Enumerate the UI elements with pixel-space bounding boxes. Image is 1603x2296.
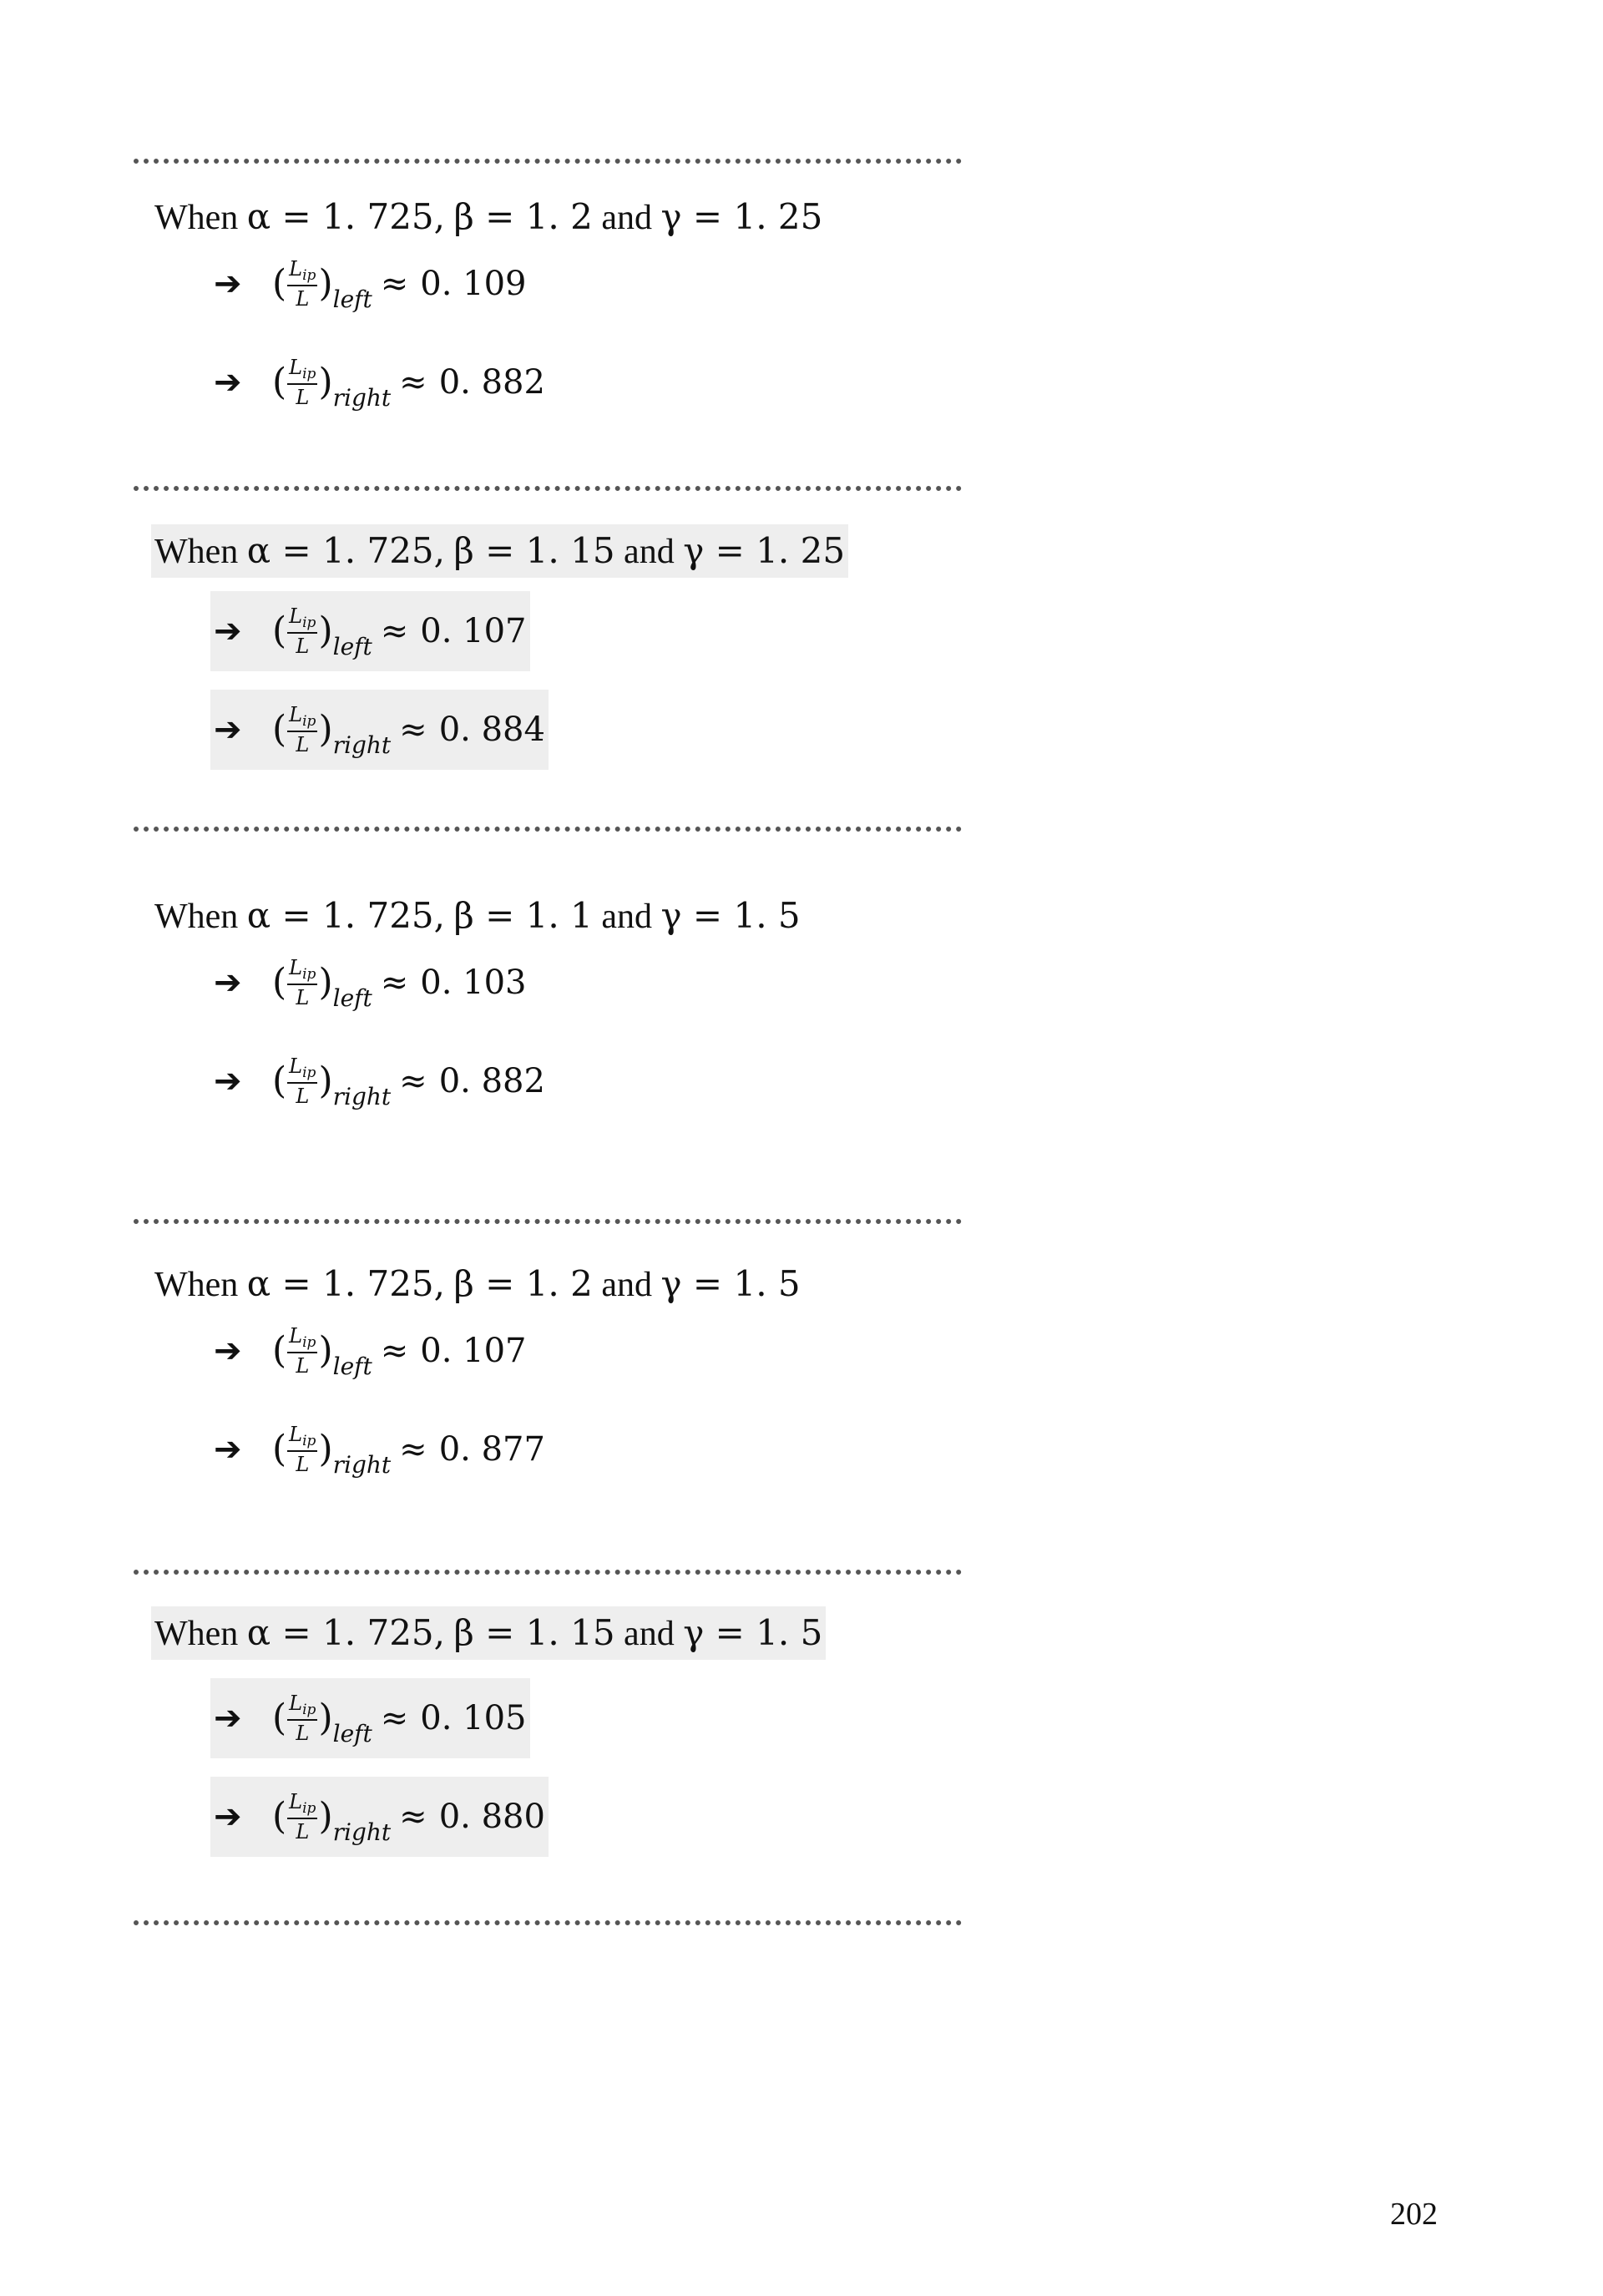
side-subscript: left	[332, 984, 372, 1012]
condition-prefix: When	[154, 199, 239, 237]
result-left	[210, 244, 530, 324]
and-word: and	[624, 1615, 675, 1653]
numerator-subscript: ip	[302, 1702, 316, 1718]
result-value: 0. 103	[420, 963, 527, 1002]
fraction-numerator: L	[289, 1423, 303, 1446]
side-subscript: right	[332, 1818, 392, 1846]
ratio-fraction	[287, 357, 317, 407]
close-paren: )	[318, 361, 333, 403]
result-value: 0. 880	[438, 1798, 545, 1836]
ratio-fraction	[287, 958, 317, 1008]
result-right	[210, 1777, 549, 1857]
open-paren: (	[272, 262, 287, 305]
close-paren: )	[318, 961, 333, 1004]
dotted-separator	[134, 159, 962, 164]
dotted-separator	[134, 1920, 962, 1925]
result-right	[210, 1041, 549, 1121]
open-paren: (	[272, 1059, 287, 1102]
approx-symbol: ≈	[380, 612, 409, 650]
beta-value: β = 1. 15	[453, 530, 615, 571]
arrow-icon: ➔	[214, 363, 242, 402]
result-left	[210, 943, 530, 1023]
numerator-subscript: ip	[302, 267, 316, 284]
fraction-denominator: L	[296, 1085, 310, 1108]
arrow-icon: ➔	[214, 265, 242, 303]
alpha-value: α = 1. 725,	[246, 895, 445, 936]
result-left	[210, 591, 530, 671]
arrow-icon: ➔	[214, 1062, 242, 1100]
close-paren: )	[318, 1795, 333, 1838]
fraction-denominator: L	[296, 1354, 310, 1378]
condition-line	[151, 1606, 826, 1660]
fraction-numerator: L	[289, 257, 303, 281]
fraction-numerator: L	[289, 956, 303, 979]
beta-value: β = 1. 15	[453, 1612, 615, 1653]
open-paren: (	[272, 1795, 287, 1838]
side-subscript: left	[332, 632, 372, 660]
result-value: 0. 884	[438, 711, 545, 749]
beta-value: β = 1. 2	[453, 196, 593, 237]
fraction-denominator: L	[296, 986, 310, 1009]
fraction-denominator: L	[296, 1820, 310, 1843]
result-value: 0. 882	[438, 363, 545, 402]
fraction-denominator: L	[296, 386, 310, 409]
fraction-numerator: L	[289, 604, 303, 628]
and-word: and	[601, 898, 652, 936]
fraction-numerator: L	[289, 1054, 303, 1078]
ratio-fraction	[287, 1693, 317, 1743]
condition-line	[151, 190, 826, 244]
ratio-fraction	[287, 1424, 317, 1474]
side-subscript: left	[332, 1352, 372, 1380]
arrow-icon: ➔	[214, 1332, 242, 1370]
close-paren: )	[318, 609, 333, 652]
side-subscript: left	[332, 1719, 372, 1747]
side-subscript: left	[332, 285, 372, 313]
close-paren: )	[318, 1329, 333, 1372]
result-value: 0. 105	[420, 1699, 527, 1737]
numerator-subscript: ip	[302, 366, 316, 382]
numerator-subscript: ip	[302, 614, 316, 631]
gamma-value: γ = 1. 5	[683, 1612, 823, 1653]
fraction-numerator: L	[289, 1692, 303, 1715]
ratio-fraction	[287, 1792, 317, 1842]
side-subscript: right	[332, 1082, 392, 1110]
fraction-numerator: L	[289, 356, 303, 379]
condition-prefix: When	[154, 1266, 239, 1304]
arrow-icon: ➔	[214, 612, 242, 650]
fraction-denominator: L	[296, 1722, 310, 1745]
result-left	[210, 1311, 530, 1391]
gamma-value: γ = 1. 25	[660, 196, 823, 237]
result-right	[210, 1409, 549, 1489]
alpha-value: α = 1. 725,	[246, 530, 445, 571]
and-word: and	[624, 533, 675, 571]
and-word: and	[601, 1266, 652, 1304]
numerator-subscript: ip	[302, 1334, 316, 1351]
arrow-icon: ➔	[214, 963, 242, 1002]
open-paren: (	[272, 1697, 287, 1739]
gamma-value: γ = 1. 5	[660, 1263, 801, 1304]
approx-symbol: ≈	[399, 363, 427, 402]
numerator-subscript: ip	[302, 713, 316, 730]
arrow-icon: ➔	[214, 711, 242, 749]
ratio-fraction	[287, 1056, 317, 1106]
alpha-value: α = 1. 725,	[246, 1263, 445, 1304]
close-paren: )	[318, 1697, 333, 1739]
fraction-denominator: L	[296, 733, 310, 756]
numerator-subscript: ip	[302, 1433, 316, 1449]
gamma-value: γ = 1. 25	[683, 530, 846, 571]
approx-symbol: ≈	[380, 1332, 409, 1370]
fraction-denominator: L	[296, 1453, 310, 1476]
result-value: 0. 109	[420, 265, 527, 303]
result-right	[210, 342, 549, 422]
open-paren: (	[272, 361, 287, 403]
close-paren: )	[318, 1428, 333, 1470]
numerator-subscript: ip	[302, 1065, 316, 1081]
result-value: 0. 882	[438, 1062, 545, 1100]
fraction-denominator: L	[296, 287, 310, 311]
side-subscript: right	[332, 731, 392, 759]
dotted-separator	[134, 1570, 962, 1575]
open-paren: (	[272, 1428, 287, 1470]
numerator-subscript: ip	[302, 966, 316, 983]
beta-value: β = 1. 2	[453, 1263, 593, 1304]
approx-symbol: ≈	[380, 265, 409, 303]
open-paren: (	[272, 961, 287, 1004]
approx-symbol: ≈	[399, 711, 427, 749]
ratio-fraction	[287, 705, 317, 755]
page-number: 202	[1390, 2197, 1438, 2232]
open-paren: (	[272, 708, 287, 751]
approx-symbol: ≈	[380, 1699, 409, 1737]
fraction-numerator: L	[289, 1324, 303, 1348]
result-value: 0. 877	[438, 1430, 545, 1469]
fraction-numerator: L	[289, 1790, 303, 1813]
gamma-value: γ = 1. 5	[660, 895, 801, 936]
alpha-value: α = 1. 725,	[246, 1612, 445, 1653]
condition-line	[151, 1257, 804, 1311]
and-word: and	[601, 199, 652, 237]
condition-prefix: When	[154, 1615, 239, 1653]
side-subscript: right	[332, 1450, 392, 1479]
dotted-separator	[134, 1219, 962, 1224]
numerator-subscript: ip	[302, 1800, 316, 1817]
dotted-separator	[134, 827, 962, 832]
close-paren: )	[318, 1059, 333, 1102]
ratio-fraction	[287, 1326, 317, 1376]
arrow-icon: ➔	[214, 1430, 242, 1469]
condition-prefix: When	[154, 898, 239, 936]
result-value: 0. 107	[420, 612, 527, 650]
ratio-fraction	[287, 259, 317, 309]
approx-symbol: ≈	[399, 1430, 427, 1469]
ratio-fraction	[287, 606, 317, 656]
alpha-value: α = 1. 725,	[246, 196, 445, 237]
result-value: 0. 107	[420, 1332, 527, 1370]
open-paren: (	[272, 609, 287, 652]
side-subscript: right	[332, 383, 392, 412]
beta-value: β = 1. 1	[453, 895, 593, 936]
result-right	[210, 690, 549, 770]
result-left	[210, 1678, 530, 1758]
fraction-numerator: L	[289, 703, 303, 726]
open-paren: (	[272, 1329, 287, 1372]
condition-line	[151, 889, 804, 943]
condition-line	[151, 524, 848, 578]
dotted-separator	[134, 486, 962, 491]
approx-symbol: ≈	[399, 1062, 427, 1100]
arrow-icon: ➔	[214, 1699, 242, 1737]
condition-prefix: When	[154, 533, 239, 571]
approx-symbol: ≈	[399, 1798, 427, 1836]
fraction-denominator: L	[296, 635, 310, 658]
approx-symbol: ≈	[380, 963, 409, 1002]
arrow-icon: ➔	[214, 1798, 242, 1836]
close-paren: )	[318, 262, 333, 305]
close-paren: )	[318, 708, 333, 751]
